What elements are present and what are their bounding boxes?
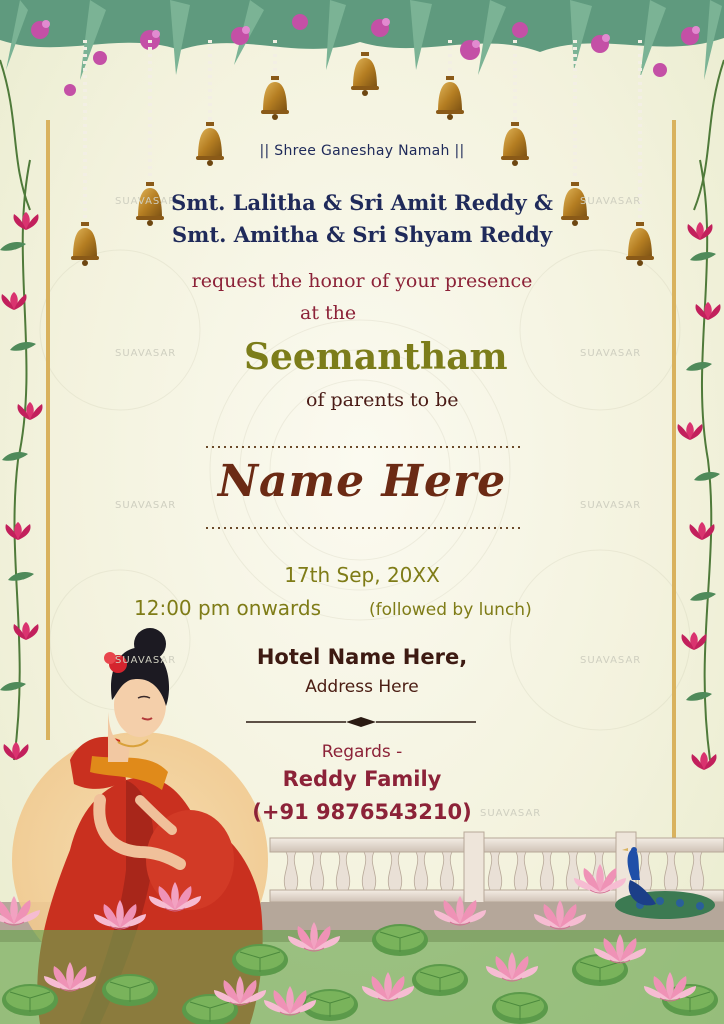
at-the-text: at the [300,302,357,324]
request-text: request the honor of your presence [191,270,533,292]
watermark-text: SUAVASAR [480,808,542,819]
lotus-pond [0,924,724,1024]
bougainvillea-garland-icon [0,0,724,210]
watermark-text: SUAVASAR [115,348,177,359]
watermark-text: SUAVASAR [115,196,177,207]
watermark-text: SUAVASAR [115,655,177,666]
hosts-line-1: Smt. Lalitha & Sri Amit Reddy & [171,190,553,215]
greeting-text: || Shree Ganeshay Namah || [259,143,465,159]
watermark-text: SUAVASAR [580,500,642,511]
venue-address: Address Here [305,677,419,697]
event-title: Seemantham [244,336,508,378]
watermark-text: SUAVASAR [115,500,177,511]
watermark-text: SUAVASAR [580,196,642,207]
family-name: Reddy Family [282,767,442,791]
watermark-text: SUAVASAR [580,348,642,359]
regards-label: Regards - [321,742,403,762]
event-time: 12:00 pm onwards [134,596,322,620]
event-date: 17th Sep, 20XX [284,563,440,587]
hosts-line-2: Smt. Amitha & Sri Shyam Reddy [171,222,553,247]
venue-name: Hotel Name Here, [256,645,468,669]
honoree-name: Name Here [217,456,507,507]
watermark-text: SUAVASAR [580,655,642,666]
event-time-note: (followed by lunch) [369,600,532,620]
contact-phone: (+91 9876543210) [252,800,472,824]
event-subtitle: of parents to be [306,389,459,411]
